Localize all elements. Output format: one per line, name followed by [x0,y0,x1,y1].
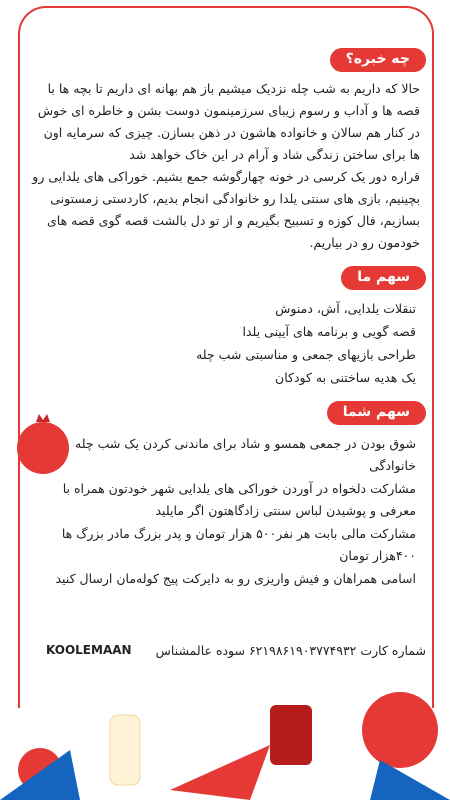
section-title-ours: سهم ما [341,266,426,290]
yours-list [34,433,416,590]
yours-item-4: اسامی همراهان و فیش واریزی رو به دایرکت پیج کوله‌مان ارسال کنید [55,571,416,586]
section-ours [24,266,426,389]
brand-name: KOOLEMAAN [46,643,132,657]
yours-item-1: شوق بودن در جمعی همسو و شاد برای ماندنی کردن یک شب چله خانوادگی [75,436,416,473]
news-paragraph [30,78,420,254]
news-paragraph-1: حالا که داریم به شب چله نزدیک میشیم باز هم بهانه ای داریم تا بچه ها با قصه ها و آداب و رسوم زیبای سرزمینمون دوست بشن و خاطره ای خوش در کنار هم سالان و خانواده هاشون در ذهن بسازن. چیزی که سرمایه اون ها برای ساختن زندگی شاد و آرام در این خاک خواهد شد [37,81,420,162]
decorative-footer-illustration [0,660,450,800]
section-news [24,48,426,254]
ours-item-2: قصه گویی و برنامه های آیینی یلدا [242,324,416,339]
section-title-news: چه خبره؟ [330,48,426,72]
ours-item-3: طراحی بازیهای جمعی و مناسبتی شب چله [196,347,416,362]
section-yours [24,401,426,590]
section-title-yours: سهم شما [327,401,426,425]
yours-item-2: مشارکت دلخواه در آوردن خوراکی های یلدایی شهر خودتون همراه با معرفی و پوشیدن لباس سنتی زادگاهتون اگر مایلید [62,481,416,518]
card-number-line: شماره کارت ۶۲۱۹۸۶۱۹۰۳۷۷۴۹۳۲ سوده عالمشناس [155,643,426,658]
ours-item-4: یک هدیه ساختنی به کودکان [275,370,416,385]
ours-list [34,298,416,389]
news-paragraph-2: قراره دور یک کرسی در خونه چهارگوشه جمع بشیم. خوراکی های یلدایی رو بچینیم، بازی های سنتی یلدا رو خانوادگی انجام بدیم، کاردستی زمستونی بسازیم، فال کوزه و تسبیح بگیریم و از تو دل بالشت قصه گوی قصه های خودمون رو در بیاریم. [32,169,420,250]
yours-item-3: مشارکت مالی بابت هر نفر۵۰۰ هزار تومان و پدر بزرگ مادر بزرگ ها ۴۰۰هزار تومان [61,526,416,563]
ours-item-1: تنقلات یلدایی، آش، دمنوش [275,301,416,316]
